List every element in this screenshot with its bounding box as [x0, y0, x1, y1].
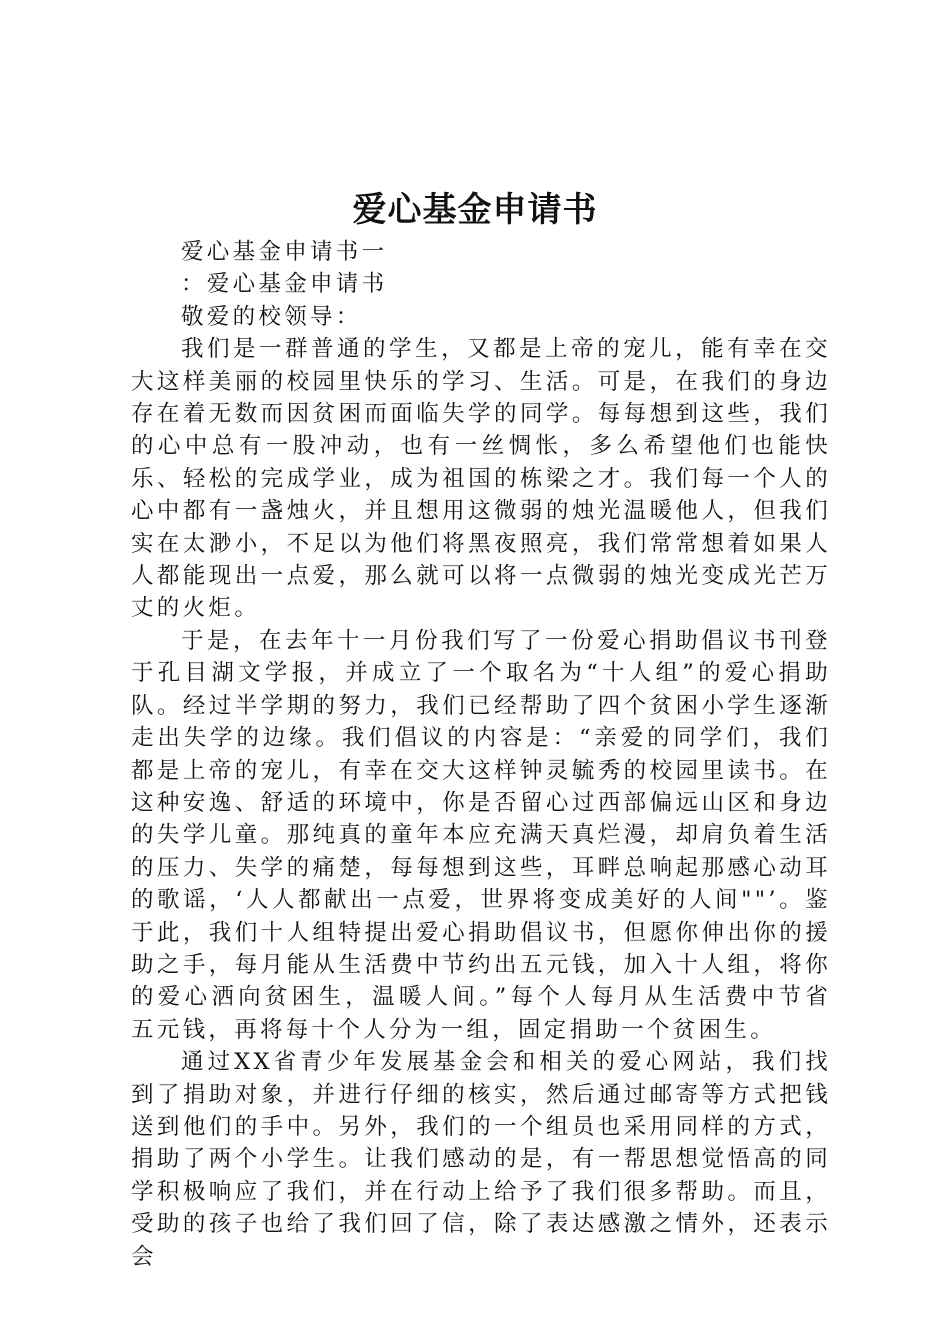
- paragraph-subheading: ：爱心基金申请书: [181, 271, 388, 298]
- paragraph-actions: 通过XX省青少年发展基金会和相关的爱心网站，我们找到了捐助对象，并进行仔细的核实，然后通过邮寄等方式把钱送到他们的手中。另外，我们的一个组员也采用同样的方式，捐助了两个小学生。让我们感动的是，有一帮思想觉悟高的同学积极响应了我们，并在行动上给予了我们很多帮助。而且，受助的孩子也给了我们回了信，除了表达感激之情外，还表示会: [131, 1049, 831, 1270]
- paragraph-intro: 我们是一群普通的学生，又都是上帝的宠儿，能有幸在交大这样美丽的校园里快乐的学习、生活。可是，在我们的身边存在着无数而因贫困而面临失学的同学。每每想到这些，我们的心中总有一股冲动，也有一丝惆怅，多么希望他们也能快乐、轻松的完成学业，成为祖国的栋梁之才。我们每一个人的心中都有一盏烛火，并且想用这微弱的烛光温暖他人，但我们实在太渺小，不足以为他们将黑夜照亮，我们常常想着如果人人都能现出一点爱，那么就可以将一点微弱的烛光变成光芒万丈的火炬。: [131, 336, 831, 622]
- paragraph-heading-one: 爱心基金申请书一: [181, 239, 388, 265]
- paragraph-initiative: 于是，在去年十一月份我们写了一份爱心捐助倡议书刊登于孔目湖文学报，并成立了一个取名为“十人组”的爱心捐助队。经过半学期的努力，我们已经帮助了四个贫困小学生逐渐走出失学的边缘。我们倡议的内容是：“亲爱的同学们，我们都是上帝的宠儿，有幸在交大这样钟灵毓秀的校园里读书。在这种安逸、舒适的环境中，你是否留心过西部偏远山区和身边的失学儿童。那纯真的童年本应充满天真烂漫，却肩负着生活的压力、失学的痛楚，每每想到这些，耳畔总响起那感心动耳的歌谣，‘人人都献出一点爱，世界将变成美好的人间""’。鉴于此，我们十人组特提出爱心捐助倡议书，但愿你伸出你的援助之手，每月能从生活费中节约出五元钱，加入十人组，将你的爱心洒向贫困生，温暖人间。”每个人每月从生活费中节省五元钱，再将每十个人分为一组，固定捐助一个贫困生。: [131, 627, 831, 1043]
- document-title: 爱心基金申请书: [352, 190, 598, 230]
- paragraph-salutation: 敬爱的校领导：: [181, 303, 362, 330]
- document-body: [131, 236, 831, 1273]
